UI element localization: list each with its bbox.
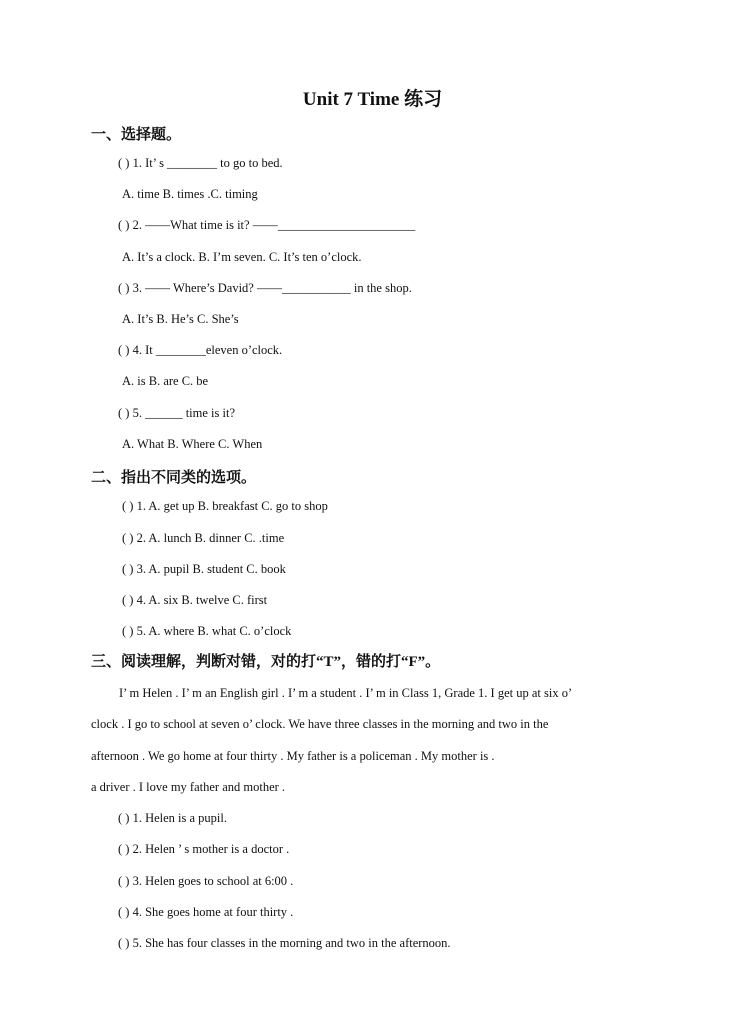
- true-false-1: ( ) 1. Helen is a pupil.: [118, 811, 228, 825]
- question-1-5: ( ) 5. ______ time is it?: [118, 406, 235, 420]
- true-false-3: ( ) 3. Helen goes to school at 6:00 .: [118, 874, 294, 888]
- options-1-5: A. What B. Where C. When: [122, 437, 263, 451]
- options-1-2: A. It’s a clock. B. I’m seven. C. It’s ten o’clock.: [122, 250, 362, 264]
- section-1-heading: 一、选择题。: [91, 127, 182, 143]
- question-1-2: ( ) 2. ——What time is it? ——______________________: [118, 218, 416, 232]
- question-1-1: ( ) 1. It’ s ________ to go to bed.: [118, 156, 283, 170]
- section-3-heading: 三、阅读理解，判断对错，对的打“T”，错的打“F”。: [91, 654, 441, 670]
- odd-one-out-2: ( ) 2. A. lunch B. dinner C. .time: [122, 531, 285, 545]
- true-false-2: ( ) 2. Helen ’ s mother is a doctor .: [118, 842, 290, 856]
- odd-one-out-1: ( ) 1. A. get up B. breakfast C. go to shop: [122, 499, 328, 513]
- options-1-4: A. is B. are C. be: [122, 374, 209, 388]
- odd-one-out-4: ( ) 4. A. six B. twelve C. first: [122, 593, 268, 607]
- page-title: Unit 7 Time 练习: [302, 89, 443, 110]
- true-false-5: ( ) 5. She has four classes in the morning and two in the afternoon.: [118, 936, 451, 950]
- odd-one-out-5: ( ) 5. A. where B. what C. o’clock: [122, 624, 292, 638]
- question-1-3: ( ) 3. —— Where’s David? ——___________ in the shop.: [118, 281, 412, 295]
- passage-line-3: afternoon . We go home at four thirty . My father is a policeman . My mother is .: [91, 748, 495, 763]
- passage-line-4: a driver . I love my father and mother .: [91, 779, 286, 794]
- true-false-4: ( ) 4. She goes home at four thirty .: [118, 905, 294, 919]
- reading-passage: [91, 683, 661, 808]
- odd-one-out-3: ( ) 3. A. pupil B. student C. book: [122, 562, 286, 576]
- passage-line-1: I’ m Helen . I’ m an English girl . I’ m a student . I’ m in Class 1, Grade 1. I get up at six o’: [119, 686, 573, 700]
- options-1-1: A. time B. times .C. timing: [122, 187, 258, 201]
- section-2-heading: 二、指出不同类的选项。: [91, 470, 257, 486]
- options-1-3: A. It’s B. He’s C. She’s: [122, 312, 239, 326]
- question-1-4: ( ) 4. It ________eleven o’clock.: [118, 343, 283, 357]
- passage-line-2: clock . I go to school at seven o’ clock. We have three classes in the morning and two in the: [91, 717, 549, 732]
